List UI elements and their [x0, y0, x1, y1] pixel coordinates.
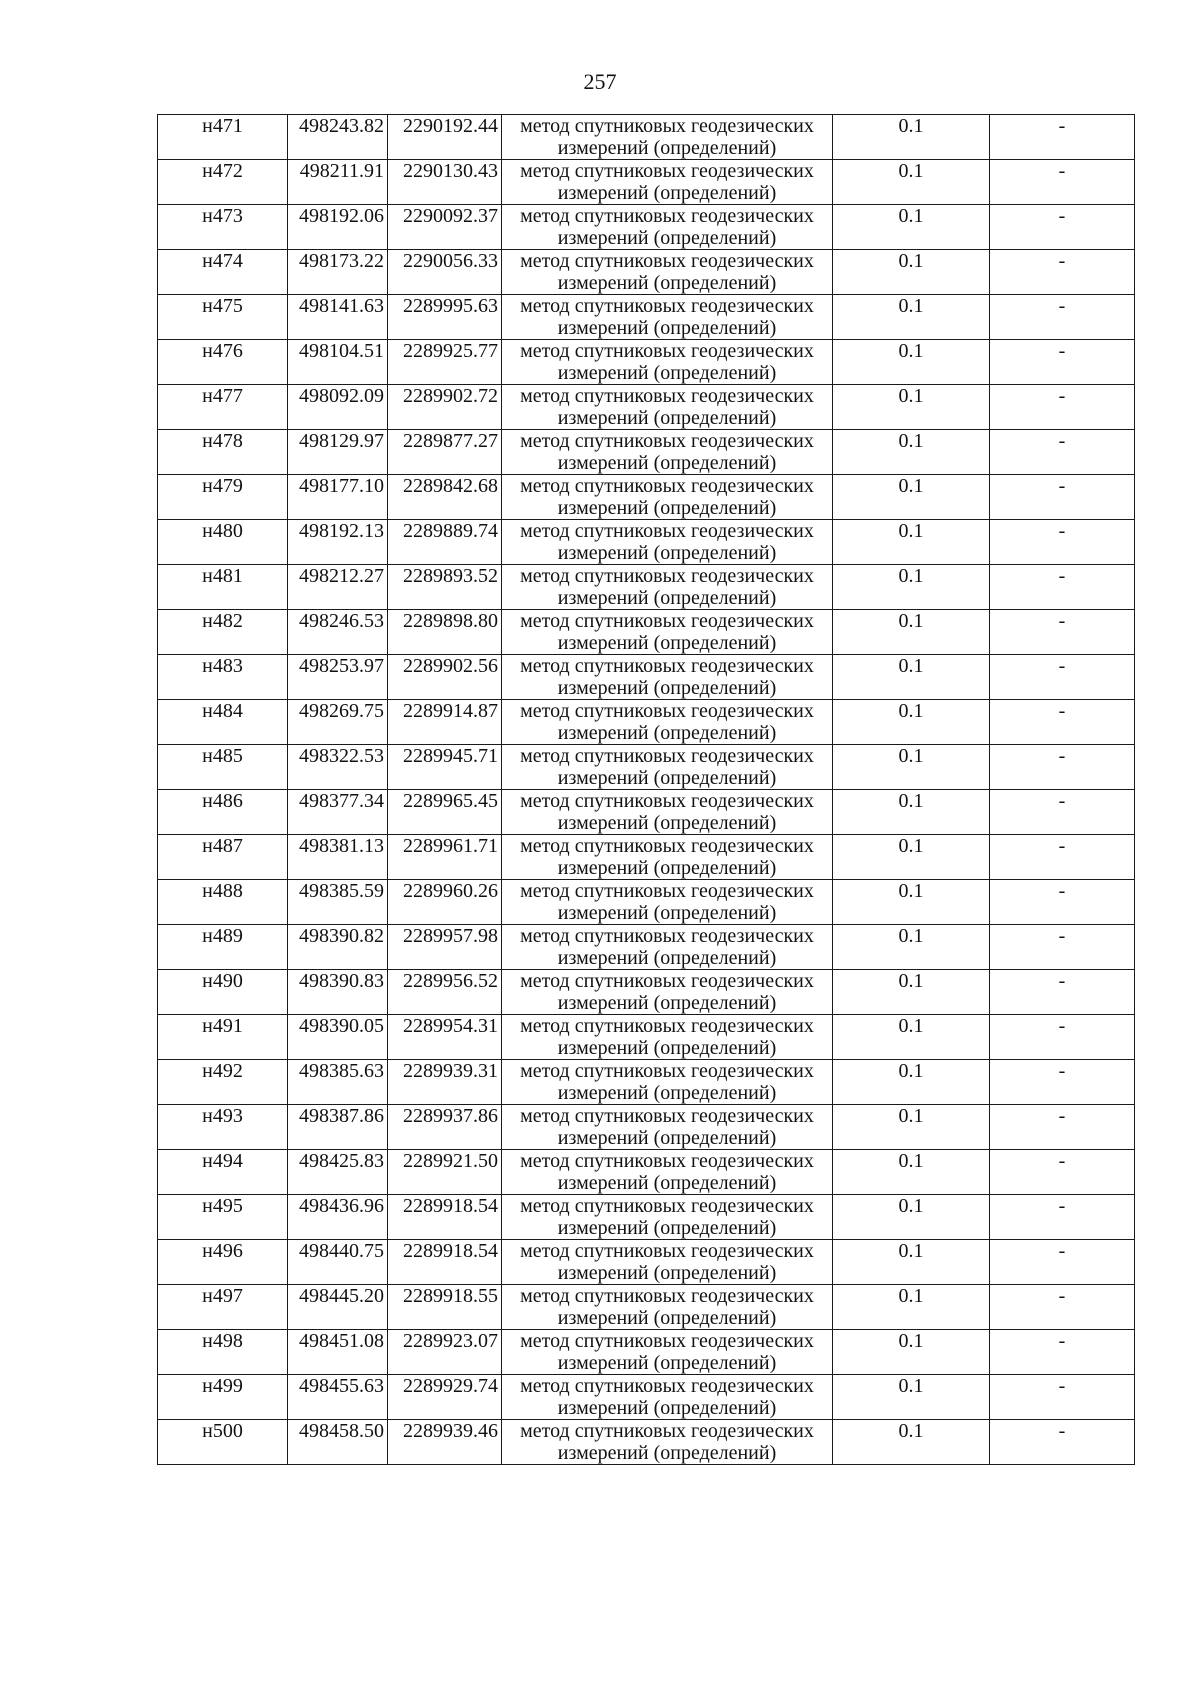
- point-name-cell: н473: [158, 205, 288, 250]
- y-coordinate-cell: 2290056.33: [388, 250, 502, 295]
- table-row: [158, 205, 1135, 250]
- description-cell: -: [990, 925, 1135, 970]
- table-row: [158, 160, 1135, 205]
- y-coordinate-cell: 2289960.26: [388, 880, 502, 925]
- method-line-1: метод спутниковых геодезических: [520, 160, 814, 182]
- method-cell: [502, 610, 833, 655]
- x-coordinate-cell: 498381.13: [288, 835, 388, 880]
- method-cell: [502, 295, 833, 340]
- method-line-1: метод спутниковых геодезических: [520, 475, 814, 497]
- point-name-cell: н490: [158, 970, 288, 1015]
- point-name-cell: н489: [158, 925, 288, 970]
- point-name-cell: н477: [158, 385, 288, 430]
- method-line-1: метод спутниковых геодезических: [520, 1105, 814, 1127]
- table-row: [158, 700, 1135, 745]
- method-line-1: метод спутниковых геодезических: [520, 745, 814, 767]
- method-cell: [502, 1330, 833, 1375]
- accuracy-cell: 0.1: [833, 790, 990, 835]
- description-cell: -: [990, 880, 1135, 925]
- description-cell: -: [990, 1240, 1135, 1285]
- table-row: [158, 970, 1135, 1015]
- table-row: [158, 1060, 1135, 1105]
- method-cell: [502, 970, 833, 1015]
- method-cell: [502, 745, 833, 790]
- method-line-1: метод спутниковых геодезических: [520, 970, 814, 992]
- description-cell: -: [990, 835, 1135, 880]
- x-coordinate-cell: 498425.83: [288, 1150, 388, 1195]
- accuracy-cell: 0.1: [833, 520, 990, 565]
- method-line-2: измерений (определений): [557, 857, 777, 879]
- method-cell: [502, 430, 833, 475]
- method-line-2: измерений (определений): [557, 182, 777, 204]
- method-line-1: метод спутниковых геодезических: [520, 925, 814, 947]
- table-row: [158, 1105, 1135, 1150]
- method-line-2: измерений (определений): [557, 587, 777, 609]
- table-row: [158, 115, 1135, 160]
- method-line-2: измерений (определений): [557, 1397, 777, 1419]
- description-cell: -: [990, 700, 1135, 745]
- method-line-2: измерений (определений): [557, 1442, 777, 1464]
- x-coordinate-cell: 498211.91: [288, 160, 388, 205]
- description-cell: -: [990, 790, 1135, 835]
- point-name-cell: н482: [158, 610, 288, 655]
- table-row: [158, 1420, 1135, 1465]
- description-cell: -: [990, 1375, 1135, 1420]
- page-number: 257: [583, 69, 617, 94]
- method-line-1: метод спутниковых геодезических: [520, 1240, 814, 1262]
- description-cell: -: [990, 970, 1135, 1015]
- method-line-1: метод спутниковых геодезических: [520, 1150, 814, 1172]
- method-line-1: метод спутниковых геодезических: [520, 835, 814, 857]
- x-coordinate-cell: 498458.50: [288, 1420, 388, 1465]
- y-coordinate-cell: 2289954.31: [388, 1015, 502, 1060]
- y-coordinate-cell: 2289902.56: [388, 655, 502, 700]
- method-cell: [502, 565, 833, 610]
- x-coordinate-cell: 498129.97: [288, 430, 388, 475]
- table-row: [158, 925, 1135, 970]
- point-name-cell: н494: [158, 1150, 288, 1195]
- description-cell: -: [990, 160, 1135, 205]
- x-coordinate-cell: 498253.97: [288, 655, 388, 700]
- x-coordinate-cell: 498385.59: [288, 880, 388, 925]
- method-line-1: метод спутниковых геодезических: [520, 1420, 814, 1442]
- accuracy-cell: 0.1: [833, 1105, 990, 1150]
- accuracy-cell: 0.1: [833, 700, 990, 745]
- method-line-1: метод спутниковых геодезических: [520, 340, 814, 362]
- description-cell: -: [990, 1285, 1135, 1330]
- method-cell: [502, 1240, 833, 1285]
- y-coordinate-cell: 2289889.74: [388, 520, 502, 565]
- table-row: [158, 790, 1135, 835]
- accuracy-cell: 0.1: [833, 925, 990, 970]
- x-coordinate-cell: 498445.20: [288, 1285, 388, 1330]
- y-coordinate-cell: 2289842.68: [388, 475, 502, 520]
- method-line-1: метод спутниковых геодезических: [520, 610, 814, 632]
- description-cell: -: [990, 745, 1135, 790]
- accuracy-cell: 0.1: [833, 160, 990, 205]
- point-name-cell: н485: [158, 745, 288, 790]
- method-cell: [502, 925, 833, 970]
- y-coordinate-cell: 2289961.71: [388, 835, 502, 880]
- x-coordinate-cell: 498212.27: [288, 565, 388, 610]
- accuracy-cell: 0.1: [833, 1375, 990, 1420]
- point-name-cell: н476: [158, 340, 288, 385]
- method-cell: [502, 340, 833, 385]
- table-row: [158, 1195, 1135, 1240]
- x-coordinate-cell: 498387.86: [288, 1105, 388, 1150]
- point-name-cell: н480: [158, 520, 288, 565]
- y-coordinate-cell: 2289918.55: [388, 1285, 502, 1330]
- accuracy-cell: 0.1: [833, 250, 990, 295]
- point-name-cell: н492: [158, 1060, 288, 1105]
- accuracy-cell: 0.1: [833, 970, 990, 1015]
- method-line-2: измерений (определений): [557, 947, 777, 969]
- method-line-1: метод спутниковых геодезических: [520, 880, 814, 902]
- table-row: [158, 250, 1135, 295]
- method-line-1: метод спутниковых геодезических: [520, 250, 814, 272]
- method-cell: [502, 1420, 833, 1465]
- method-line-1: метод спутниковых геодезических: [520, 1015, 814, 1037]
- accuracy-cell: 0.1: [833, 565, 990, 610]
- accuracy-cell: 0.1: [833, 475, 990, 520]
- y-coordinate-cell: 2289923.07: [388, 1330, 502, 1375]
- method-line-2: измерений (определений): [557, 992, 777, 1014]
- description-cell: -: [990, 1330, 1135, 1375]
- method-line-2: измерений (определений): [557, 272, 777, 294]
- y-coordinate-cell: 2289939.31: [388, 1060, 502, 1105]
- method-cell: [502, 655, 833, 700]
- method-line-2: измерений (определений): [557, 1037, 777, 1059]
- point-name-cell: н493: [158, 1105, 288, 1150]
- x-coordinate-cell: 498192.13: [288, 520, 388, 565]
- x-coordinate-cell: 498322.53: [288, 745, 388, 790]
- description-cell: -: [990, 610, 1135, 655]
- method-cell: [502, 790, 833, 835]
- y-coordinate-cell: 2290192.44: [388, 115, 502, 160]
- x-coordinate-cell: 498377.34: [288, 790, 388, 835]
- x-coordinate-cell: 498243.82: [288, 115, 388, 160]
- y-coordinate-cell: 2289877.27: [388, 430, 502, 475]
- table-row: [158, 475, 1135, 520]
- table-row: [158, 340, 1135, 385]
- y-coordinate-cell: 2289914.87: [388, 700, 502, 745]
- method-line-1: метод спутниковых геодезических: [520, 700, 814, 722]
- method-cell: [502, 1105, 833, 1150]
- y-coordinate-cell: 2289893.52: [388, 565, 502, 610]
- x-coordinate-cell: 498269.75: [288, 700, 388, 745]
- table-row: [158, 520, 1135, 565]
- method-line-1: метод спутниковых геодезических: [520, 1375, 814, 1397]
- method-line-1: метод спутниковых геодезических: [520, 205, 814, 227]
- method-line-2: измерений (определений): [557, 767, 777, 789]
- point-name-cell: н471: [158, 115, 288, 160]
- point-name-cell: н498: [158, 1330, 288, 1375]
- coordinates-table: [157, 114, 1135, 1465]
- point-name-cell: н500: [158, 1420, 288, 1465]
- method-line-2: измерений (определений): [557, 1172, 777, 1194]
- table-row: [158, 1285, 1135, 1330]
- accuracy-cell: 0.1: [833, 385, 990, 430]
- method-line-2: измерений (определений): [557, 722, 777, 744]
- accuracy-cell: 0.1: [833, 1330, 990, 1375]
- table-row: [158, 295, 1135, 340]
- method-line-1: метод спутниковых геодезических: [520, 1285, 814, 1307]
- method-cell: [502, 205, 833, 250]
- table-row: [158, 745, 1135, 790]
- accuracy-cell: 0.1: [833, 1060, 990, 1105]
- description-cell: -: [990, 115, 1135, 160]
- method-line-2: измерений (определений): [557, 1082, 777, 1104]
- method-cell: [502, 835, 833, 880]
- y-coordinate-cell: 2289937.86: [388, 1105, 502, 1150]
- method-line-2: измерений (определений): [557, 137, 777, 159]
- x-coordinate-cell: 498092.09: [288, 385, 388, 430]
- y-coordinate-cell: 2289957.98: [388, 925, 502, 970]
- accuracy-cell: 0.1: [833, 1240, 990, 1285]
- method-line-2: измерений (определений): [557, 902, 777, 924]
- method-line-2: измерений (определений): [557, 362, 777, 384]
- x-coordinate-cell: 498192.06: [288, 205, 388, 250]
- method-line-1: метод спутниковых геодезических: [520, 655, 814, 677]
- x-coordinate-cell: 498455.63: [288, 1375, 388, 1420]
- method-line-1: метод спутниковых геодезических: [520, 790, 814, 812]
- method-cell: [502, 1015, 833, 1060]
- accuracy-cell: 0.1: [833, 610, 990, 655]
- description-cell: -: [990, 1150, 1135, 1195]
- description-cell: -: [990, 1015, 1135, 1060]
- description-cell: -: [990, 520, 1135, 565]
- y-coordinate-cell: 2289965.45: [388, 790, 502, 835]
- y-coordinate-cell: 2289918.54: [388, 1195, 502, 1240]
- accuracy-cell: 0.1: [833, 115, 990, 160]
- x-coordinate-cell: 498436.96: [288, 1195, 388, 1240]
- y-coordinate-cell: 2289921.50: [388, 1150, 502, 1195]
- y-coordinate-cell: 2289925.77: [388, 340, 502, 385]
- point-name-cell: н497: [158, 1285, 288, 1330]
- point-name-cell: н483: [158, 655, 288, 700]
- accuracy-cell: 0.1: [833, 205, 990, 250]
- method-line-2: измерений (определений): [557, 542, 777, 564]
- y-coordinate-cell: 2289902.72: [388, 385, 502, 430]
- point-name-cell: н487: [158, 835, 288, 880]
- method-line-1: метод спутниковых геодезических: [520, 1195, 814, 1217]
- method-line-2: измерений (определений): [557, 1307, 777, 1329]
- description-cell: -: [990, 295, 1135, 340]
- point-name-cell: н479: [158, 475, 288, 520]
- method-cell: [502, 880, 833, 925]
- point-name-cell: н488: [158, 880, 288, 925]
- description-cell: -: [990, 475, 1135, 520]
- x-coordinate-cell: 498104.51: [288, 340, 388, 385]
- y-coordinate-cell: 2289945.71: [388, 745, 502, 790]
- table-row: [158, 835, 1135, 880]
- table-row: [158, 1240, 1135, 1285]
- description-cell: -: [990, 1420, 1135, 1465]
- point-name-cell: н491: [158, 1015, 288, 1060]
- accuracy-cell: 0.1: [833, 655, 990, 700]
- x-coordinate-cell: 498141.63: [288, 295, 388, 340]
- x-coordinate-cell: 498440.75: [288, 1240, 388, 1285]
- method-line-2: измерений (определений): [557, 1217, 777, 1239]
- accuracy-cell: 0.1: [833, 1285, 990, 1330]
- y-coordinate-cell: 2289918.54: [388, 1240, 502, 1285]
- table-row: [158, 610, 1135, 655]
- point-name-cell: н481: [158, 565, 288, 610]
- accuracy-cell: 0.1: [833, 1150, 990, 1195]
- description-cell: -: [990, 250, 1135, 295]
- point-name-cell: н474: [158, 250, 288, 295]
- y-coordinate-cell: 2289898.80: [388, 610, 502, 655]
- point-name-cell: н472: [158, 160, 288, 205]
- method-line-2: измерений (определений): [557, 227, 777, 249]
- method-line-2: измерений (определений): [557, 812, 777, 834]
- method-line-2: измерений (определений): [557, 677, 777, 699]
- method-line-2: измерений (определений): [557, 317, 777, 339]
- method-line-1: метод спутниковых геодезических: [520, 295, 814, 317]
- table-row: [158, 1015, 1135, 1060]
- method-cell: [502, 1285, 833, 1330]
- point-name-cell: н496: [158, 1240, 288, 1285]
- y-coordinate-cell: 2289939.46: [388, 1420, 502, 1465]
- method-cell: [502, 520, 833, 565]
- x-coordinate-cell: 498246.53: [288, 610, 388, 655]
- x-coordinate-cell: 498173.22: [288, 250, 388, 295]
- method-cell: [502, 115, 833, 160]
- accuracy-cell: 0.1: [833, 880, 990, 925]
- description-cell: -: [990, 205, 1135, 250]
- method-cell: [502, 1375, 833, 1420]
- coordinates-table-body: [158, 115, 1135, 1465]
- accuracy-cell: 0.1: [833, 745, 990, 790]
- method-line-2: измерений (определений): [557, 452, 777, 474]
- point-name-cell: н486: [158, 790, 288, 835]
- method-cell: [502, 475, 833, 520]
- method-cell: [502, 1195, 833, 1240]
- table-row: [158, 565, 1135, 610]
- table-row: [158, 385, 1135, 430]
- table-row: [158, 1375, 1135, 1420]
- accuracy-cell: 0.1: [833, 835, 990, 880]
- table-row: [158, 880, 1135, 925]
- method-cell: [502, 250, 833, 295]
- table-row: [158, 1150, 1135, 1195]
- point-name-cell: н495: [158, 1195, 288, 1240]
- method-cell: [502, 700, 833, 745]
- method-cell: [502, 160, 833, 205]
- x-coordinate-cell: 498390.82: [288, 925, 388, 970]
- method-cell: [502, 1150, 833, 1195]
- point-name-cell: н484: [158, 700, 288, 745]
- description-cell: -: [990, 340, 1135, 385]
- method-line-2: измерений (определений): [557, 1352, 777, 1374]
- point-name-cell: н478: [158, 430, 288, 475]
- x-coordinate-cell: 498390.05: [288, 1015, 388, 1060]
- method-line-1: метод спутниковых геодезических: [520, 385, 814, 407]
- y-coordinate-cell: 2289995.63: [388, 295, 502, 340]
- method-line-1: метод спутниковых геодезических: [520, 565, 814, 587]
- point-name-cell: н499: [158, 1375, 288, 1420]
- description-cell: -: [990, 1060, 1135, 1105]
- description-cell: -: [990, 1105, 1135, 1150]
- method-line-1: метод спутниковых геодезических: [520, 115, 814, 137]
- description-cell: -: [990, 430, 1135, 475]
- description-cell: -: [990, 655, 1135, 700]
- accuracy-cell: 0.1: [833, 430, 990, 475]
- method-line-2: измерений (определений): [557, 1262, 777, 1284]
- table-row: [158, 655, 1135, 700]
- method-line-2: измерений (определений): [557, 632, 777, 654]
- method-line-1: метод спутниковых геодезических: [520, 520, 814, 542]
- table-row: [158, 430, 1135, 475]
- method-line-1: метод спутниковых геодезических: [520, 430, 814, 452]
- description-cell: -: [990, 385, 1135, 430]
- accuracy-cell: 0.1: [833, 1195, 990, 1240]
- method-line-2: измерений (определений): [557, 1127, 777, 1149]
- accuracy-cell: 0.1: [833, 295, 990, 340]
- x-coordinate-cell: 498385.63: [288, 1060, 388, 1105]
- method-line-2: измерений (определений): [557, 407, 777, 429]
- y-coordinate-cell: 2290130.43: [388, 160, 502, 205]
- x-coordinate-cell: 498451.08: [288, 1330, 388, 1375]
- accuracy-cell: 0.1: [833, 1420, 990, 1465]
- method-line-2: измерений (определений): [557, 497, 777, 519]
- method-cell: [502, 385, 833, 430]
- method-line-1: метод спутниковых геодезических: [520, 1060, 814, 1082]
- y-coordinate-cell: 2289956.52: [388, 970, 502, 1015]
- accuracy-cell: 0.1: [833, 1015, 990, 1060]
- y-coordinate-cell: 2289929.74: [388, 1375, 502, 1420]
- table-row: [158, 1330, 1135, 1375]
- description-cell: -: [990, 1195, 1135, 1240]
- method-cell: [502, 1060, 833, 1105]
- y-coordinate-cell: 2290092.37: [388, 205, 502, 250]
- description-cell: -: [990, 565, 1135, 610]
- accuracy-cell: 0.1: [833, 340, 990, 385]
- x-coordinate-cell: 498390.83: [288, 970, 388, 1015]
- method-line-1: метод спутниковых геодезических: [520, 1330, 814, 1352]
- x-coordinate-cell: 498177.10: [288, 475, 388, 520]
- point-name-cell: н475: [158, 295, 288, 340]
